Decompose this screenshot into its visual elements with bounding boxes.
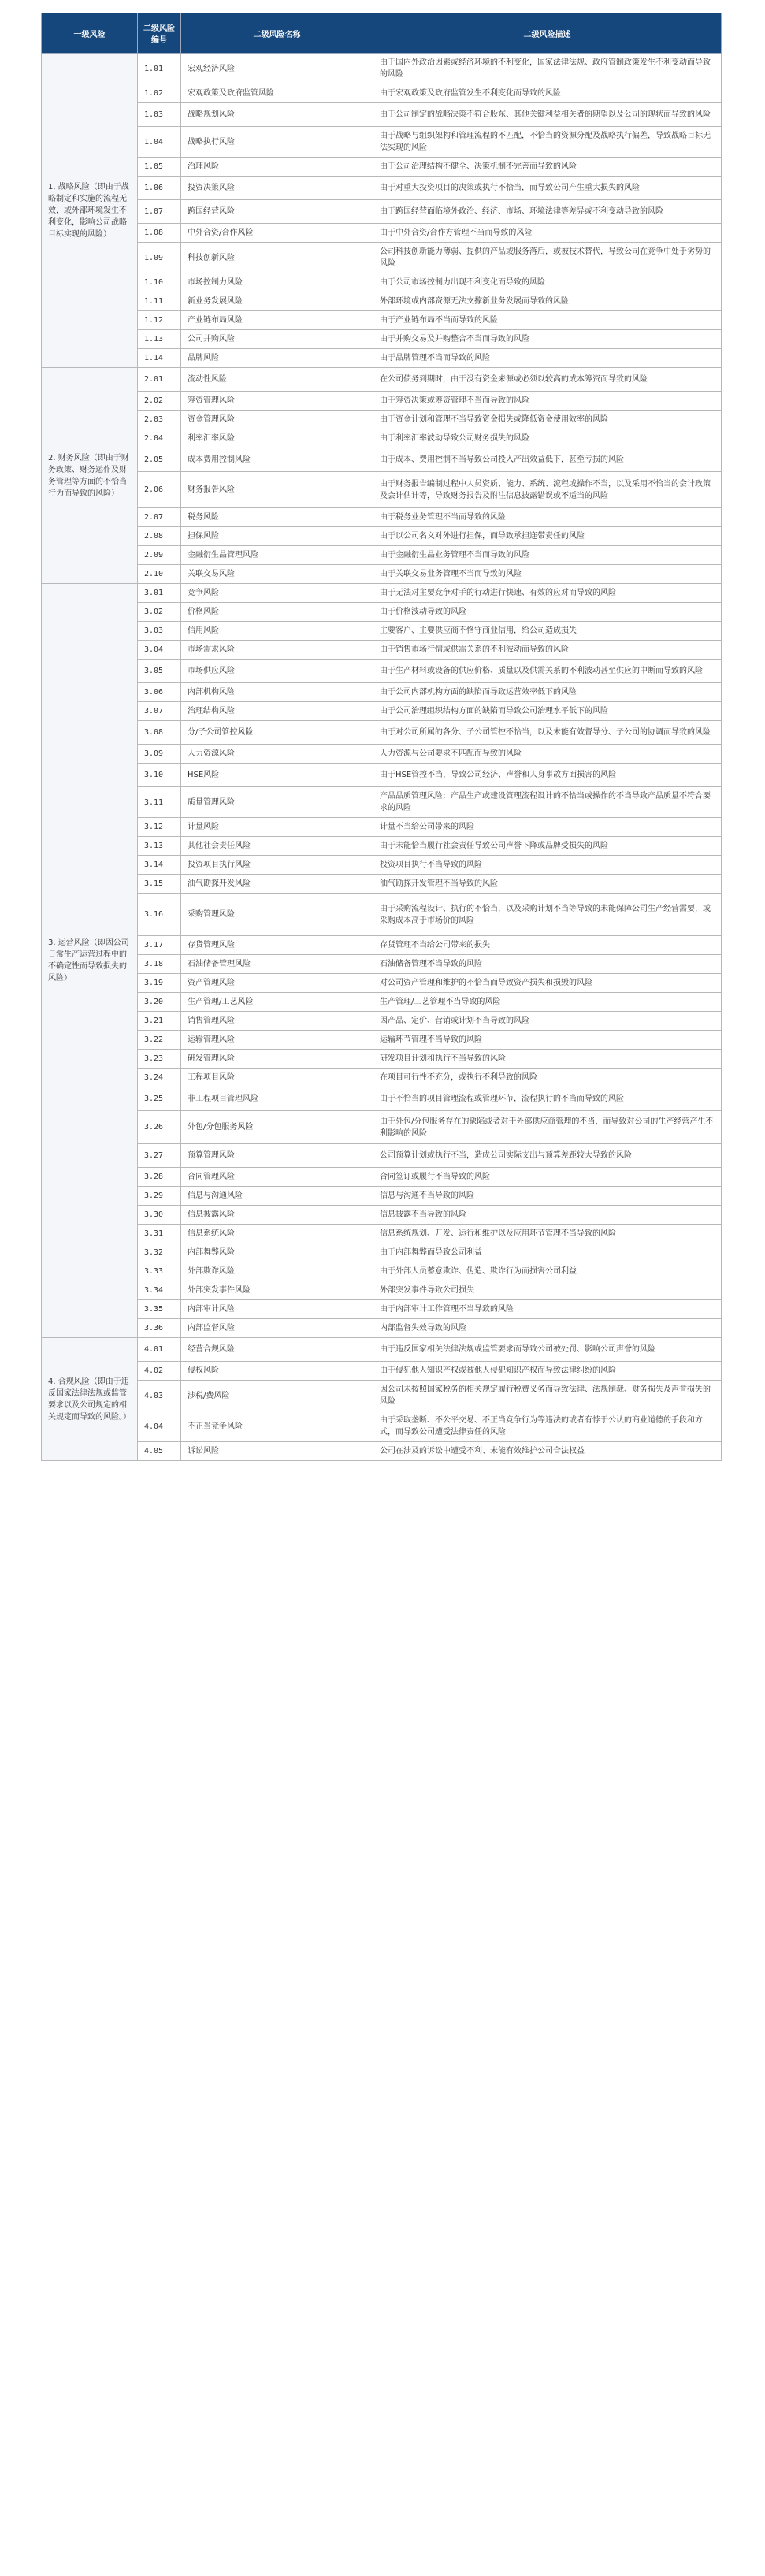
risk-code-cell: 1.05 bbox=[138, 158, 181, 177]
table-row bbox=[42, 1243, 722, 1262]
risk-code-cell: 3.34 bbox=[138, 1281, 181, 1300]
risk-description-cell: 由于金融衍生品业务管理不当而导致的风险 bbox=[373, 546, 722, 565]
risk-code-cell: 3.05 bbox=[138, 660, 181, 683]
risk-name-cell: 外部欺诈风险 bbox=[181, 1262, 373, 1281]
table-row bbox=[42, 818, 722, 837]
risk-description-cell: 由于利率汇率波动导致公司财务损失的风险 bbox=[373, 429, 722, 448]
table-row bbox=[42, 1012, 722, 1031]
risk-name-cell: 战略执行风险 bbox=[181, 127, 373, 158]
risk-code-cell: 3.22 bbox=[138, 1031, 181, 1050]
table-row bbox=[42, 546, 722, 565]
risk-name-cell: 宏观经济风险 bbox=[181, 54, 373, 84]
table-row bbox=[42, 1144, 722, 1168]
risk-name-cell: 经营合规风险 bbox=[181, 1338, 373, 1362]
risk-name-cell: 诉讼风险 bbox=[181, 1442, 373, 1461]
table-row bbox=[42, 1319, 722, 1338]
risk-name-cell: 信息系统风险 bbox=[181, 1225, 373, 1243]
risk-name-cell: 关联交易风险 bbox=[181, 565, 373, 584]
risk-code-cell: 3.20 bbox=[138, 993, 181, 1012]
risk-description-cell: 公司科技创新能力薄弱、提供的产品或服务落后，或被技术替代，导致公司在竞争中处于劣势的风险 bbox=[373, 243, 722, 273]
table-row bbox=[42, 702, 722, 721]
risk-name-cell: 生产管理/工艺风险 bbox=[181, 993, 373, 1012]
table-row bbox=[42, 411, 722, 429]
risk-table bbox=[41, 13, 722, 1461]
table-row bbox=[42, 273, 722, 292]
risk-name-cell: 筹资管理风险 bbox=[181, 392, 373, 411]
risk-description-cell: 由于战略与组织架构和管理流程的不匹配，不恰当的资源分配及战略执行偏差，导致战略目标无法实现的风险 bbox=[373, 127, 722, 158]
risk-code-cell: 2.04 bbox=[138, 429, 181, 448]
table-row bbox=[42, 936, 722, 955]
risk-name-cell: 信息与沟通风险 bbox=[181, 1187, 373, 1206]
risk-name-cell: 外部突发事件风险 bbox=[181, 1281, 373, 1300]
risk-description-cell: 石油储备管理不当导致的风险 bbox=[373, 955, 722, 974]
risk-description-cell: 油气勘探开发管理不当导致的风险 bbox=[373, 875, 722, 894]
risk-code-cell: 3.06 bbox=[138, 683, 181, 702]
risk-name-cell: 公司并购风险 bbox=[181, 330, 373, 349]
table-row bbox=[42, 392, 722, 411]
risk-code-cell: 3.26 bbox=[138, 1111, 181, 1144]
risk-description-cell: 由于违反国家相关法律法规或监管要求而导致公司被处罚、影响公司声誉的风险 bbox=[373, 1338, 722, 1362]
risk-description-cell: 对公司资产管理和维护的不恰当而导致资产损失和损毁的风险 bbox=[373, 974, 722, 993]
table-row bbox=[42, 292, 722, 311]
risk-code-cell: 3.31 bbox=[138, 1225, 181, 1243]
table-row bbox=[42, 1050, 722, 1069]
table-row bbox=[42, 721, 722, 745]
header-level2-description: 二级风险描述 bbox=[373, 13, 722, 54]
risk-code-cell: 1.11 bbox=[138, 292, 181, 311]
risk-description-cell: 由于公司市场控制力出现不利变化而导致的风险 bbox=[373, 273, 722, 292]
risk-description-cell: 存货管理不当给公司带来的损失 bbox=[373, 936, 722, 955]
risk-code-cell: 3.19 bbox=[138, 974, 181, 993]
risk-description-cell: 由于税务业务管理不当而导致的风险 bbox=[373, 508, 722, 527]
table-row bbox=[42, 349, 722, 368]
risk-code-cell: 3.11 bbox=[138, 787, 181, 818]
risk-name-cell: 内部机构风险 bbox=[181, 683, 373, 702]
risk-name-cell: 中外合资/合作风险 bbox=[181, 224, 373, 243]
risk-name-cell: 资产管理风险 bbox=[181, 974, 373, 993]
risk-code-cell: 4.02 bbox=[138, 1362, 181, 1381]
risk-name-cell: 资金管理风险 bbox=[181, 411, 373, 429]
risk-code-cell: 2.07 bbox=[138, 508, 181, 527]
table-row bbox=[42, 1338, 722, 1362]
risk-description-cell: 由于对重大投资项目的决策或执行不恰当，而导致公司产生重大损失的风险 bbox=[373, 177, 722, 200]
risk-code-cell: 3.32 bbox=[138, 1243, 181, 1262]
table-row bbox=[42, 787, 722, 818]
risk-description-cell: 由于对公司所属的各分、子公司管控不恰当，以及未能有效督导分、子公司的协调而导致的风险 bbox=[373, 721, 722, 745]
risk-name-cell: 市场需求风险 bbox=[181, 641, 373, 660]
risk-description-cell: 由于资金计划和管理不当导致资金损失或降低资金使用效率的风险 bbox=[373, 411, 722, 429]
table-row bbox=[42, 311, 722, 330]
risk-code-cell: 3.15 bbox=[138, 875, 181, 894]
table-row bbox=[42, 1281, 722, 1300]
risk-description-cell: 投资项目执行不当导致的风险 bbox=[373, 856, 722, 875]
risk-name-cell: 运输管理风险 bbox=[181, 1031, 373, 1050]
table-row bbox=[42, 177, 722, 200]
table-row bbox=[42, 368, 722, 392]
risk-description-cell: 由于筹资决策或筹资管理不当而导致的风险 bbox=[373, 392, 722, 411]
risk-code-cell: 2.02 bbox=[138, 392, 181, 411]
risk-description-cell: 内部监督失效导致的风险 bbox=[373, 1319, 722, 1338]
risk-description-cell: 主要客户、主要供应商不恪守商业信用，给公司造成损失 bbox=[373, 622, 722, 641]
risk-description-cell: 由于宏观政策及政府监管发生不利变化而导致的风险 bbox=[373, 84, 722, 103]
risk-code-cell: 3.21 bbox=[138, 1012, 181, 1031]
table-row bbox=[42, 683, 722, 702]
risk-name-cell: 投资项目执行风险 bbox=[181, 856, 373, 875]
table-row bbox=[42, 472, 722, 508]
risk-name-cell: 投资决策风险 bbox=[181, 177, 373, 200]
risk-name-cell: 流动性风险 bbox=[181, 368, 373, 392]
risk-name-cell: 信息披露风险 bbox=[181, 1206, 373, 1225]
risk-code-cell: 3.36 bbox=[138, 1319, 181, 1338]
risk-code-cell: 4.04 bbox=[138, 1411, 181, 1442]
risk-description-cell: 信息与沟通不当导致的风险 bbox=[373, 1187, 722, 1206]
risk-description-cell: 由于HSE管控不当，导致公司经济、声誉和人身事故方面损害的风险 bbox=[373, 764, 722, 787]
risk-code-cell: 2.09 bbox=[138, 546, 181, 565]
risk-name-cell: 计量风险 bbox=[181, 818, 373, 837]
risk-name-cell: 税务风险 bbox=[181, 508, 373, 527]
table-row bbox=[42, 243, 722, 273]
risk-code-cell: 1.08 bbox=[138, 224, 181, 243]
risk-description-cell: 因公司未按照国家税务的相关规定履行税费义务而导致法律、法规制裁、财务损失及声誉损失的风险 bbox=[373, 1381, 722, 1411]
risk-description-cell: 人力资源与公司要求不匹配而导致的风险 bbox=[373, 745, 722, 764]
risk-code-cell: 3.10 bbox=[138, 764, 181, 787]
table-row bbox=[42, 330, 722, 349]
risk-description-cell: 由于内部审计工作管理不当导致的风险 bbox=[373, 1300, 722, 1319]
risk-name-cell: 品牌风险 bbox=[181, 349, 373, 368]
risk-code-cell: 3.03 bbox=[138, 622, 181, 641]
risk-name-cell: 担保风险 bbox=[181, 527, 373, 546]
risk-description-cell: 在公司债务到期时，由于没有资金来源或必须以较高的成本筹资而导致的风险 bbox=[373, 368, 722, 392]
level1-risk-cell: 3. 运营风险（即因公司日常生产运营过程中的不确定性而导致损失的风险） bbox=[42, 584, 138, 1338]
table-row bbox=[42, 993, 722, 1012]
table-row bbox=[42, 127, 722, 158]
risk-name-cell: 侵权风险 bbox=[181, 1362, 373, 1381]
risk-description-cell: 生产管理/工艺管理不当导致的风险 bbox=[373, 993, 722, 1012]
risk-code-cell: 3.01 bbox=[138, 584, 181, 603]
risk-code-cell: 3.12 bbox=[138, 818, 181, 837]
risk-code-cell: 1.01 bbox=[138, 54, 181, 84]
table-row bbox=[42, 894, 722, 936]
risk-code-cell: 1.07 bbox=[138, 200, 181, 224]
header-level2-name: 二级风险名称 bbox=[181, 13, 373, 54]
table-row bbox=[42, 837, 722, 856]
risk-name-cell: 新业务发展风险 bbox=[181, 292, 373, 311]
table-row bbox=[42, 1087, 722, 1111]
table-row bbox=[42, 1225, 722, 1243]
risk-code-cell: 1.14 bbox=[138, 349, 181, 368]
risk-name-cell: 内部监督风险 bbox=[181, 1319, 373, 1338]
risk-description-cell: 由于品牌管理不当而导致的风险 bbox=[373, 349, 722, 368]
risk-code-cell: 3.18 bbox=[138, 955, 181, 974]
risk-name-cell: 内部审计风险 bbox=[181, 1300, 373, 1319]
risk-code-cell: 2.08 bbox=[138, 527, 181, 546]
risk-name-cell: 内部舞弊风险 bbox=[181, 1243, 373, 1262]
risk-name-cell: 非工程项目管理风险 bbox=[181, 1087, 373, 1111]
risk-name-cell: 涉税/费风险 bbox=[181, 1381, 373, 1411]
risk-description-cell: 由于公司制定的战略决策不符合股东、其他关键利益相关者的期望以及公司的现状而导致的风险 bbox=[373, 103, 722, 127]
risk-code-cell: 2.01 bbox=[138, 368, 181, 392]
risk-name-cell: 竞争风险 bbox=[181, 584, 373, 603]
risk-code-cell: 3.07 bbox=[138, 702, 181, 721]
risk-description-cell: 公司在涉及的诉讼中遭受不利、未能有效维护公司合法权益 bbox=[373, 1442, 722, 1461]
table-row bbox=[42, 1206, 722, 1225]
table-row bbox=[42, 1300, 722, 1319]
risk-description-cell: 产品品质管理风险：产品生产或建设管理流程设计的不恰当或操作的不当导致产品质量不符合要求的风险 bbox=[373, 787, 722, 818]
risk-name-cell: 信用风险 bbox=[181, 622, 373, 641]
risk-code-cell: 1.06 bbox=[138, 177, 181, 200]
risk-name-cell: 不正当竞争风险 bbox=[181, 1411, 373, 1442]
risk-code-cell: 3.29 bbox=[138, 1187, 181, 1206]
risk-name-cell: 市场控制力风险 bbox=[181, 273, 373, 292]
risk-name-cell: 研发管理风险 bbox=[181, 1050, 373, 1069]
risk-description-cell: 公司预算计划或执行不当，造成公司实际支出与预算差距较大导致的风险 bbox=[373, 1144, 722, 1168]
table-row bbox=[42, 622, 722, 641]
risk-code-cell: 1.03 bbox=[138, 103, 181, 127]
table-row bbox=[42, 1442, 722, 1461]
risk-name-cell: 外包/分包服务风险 bbox=[181, 1111, 373, 1144]
risk-name-cell: 金融衍生品管理风险 bbox=[181, 546, 373, 565]
risk-code-cell: 2.10 bbox=[138, 565, 181, 584]
table-row bbox=[42, 200, 722, 224]
risk-description-cell: 由于外部人员蓄意欺诈、伪造、欺诈行为而损害公司利益 bbox=[373, 1262, 722, 1281]
header-level2-code: 二级风险编号 bbox=[138, 13, 181, 54]
risk-description-cell: 由于不恰当的项目管理流程或管理环节，流程执行的不当而导致的风险 bbox=[373, 1087, 722, 1111]
risk-description-cell: 由于无法对主要竞争对手的行动进行快速、有效的应对而导致的风险 bbox=[373, 584, 722, 603]
table-row bbox=[42, 641, 722, 660]
risk-code-cell: 4.01 bbox=[138, 1338, 181, 1362]
risk-name-cell: 油气勘探开发风险 bbox=[181, 875, 373, 894]
risk-code-cell: 3.16 bbox=[138, 894, 181, 936]
risk-description-cell: 由于并购交易及并购整合不当而导致的风险 bbox=[373, 330, 722, 349]
level1-risk-cell: 2. 财务风险（即由于财务政策、财务运作及财务管理等方面的不恰当行为而导致的风险） bbox=[42, 368, 138, 584]
risk-name-cell: 治理风险 bbox=[181, 158, 373, 177]
risk-code-cell: 1.12 bbox=[138, 311, 181, 330]
risk-description-cell: 因产品、定价、营销或计划不当导致的风险 bbox=[373, 1012, 722, 1031]
risk-description-cell: 由于产业链布局不当而导致的风险 bbox=[373, 311, 722, 330]
risk-table-body bbox=[42, 54, 722, 1461]
table-row bbox=[42, 660, 722, 683]
risk-description-cell: 由于中外合资/合作方管理不当而导致的风险 bbox=[373, 224, 722, 243]
risk-name-cell: 工程项目风险 bbox=[181, 1069, 373, 1087]
risk-description-cell: 由于内部舞弊而导致公司利益 bbox=[373, 1243, 722, 1262]
risk-description-cell: 由于采取垄断、不公平交易、不正当竞争行为等违法的或者有悖于公认的商业道德的手段和方式，而导致公司遭受法律责任的风险 bbox=[373, 1411, 722, 1442]
header-level1-risk: 一级风险 bbox=[42, 13, 138, 54]
risk-name-cell: 战略规划风险 bbox=[181, 103, 373, 127]
risk-description-cell: 外部突发事件导致公司损失 bbox=[373, 1281, 722, 1300]
table-row bbox=[42, 603, 722, 622]
risk-description-cell: 由于财务报告编制过程中人员资质、能力、系统、流程或操作不当，以及采用不恰当的会计政策及会计估计等，导致财务报告及附注信息披露错误或不适当的风险 bbox=[373, 472, 722, 508]
risk-name-cell: 宏观政策及政府监管风险 bbox=[181, 84, 373, 103]
risk-description-cell: 由于未能恰当履行社会责任导致公司声誉下降或品牌受损失的风险 bbox=[373, 837, 722, 856]
table-row bbox=[42, 974, 722, 993]
risk-code-cell: 3.09 bbox=[138, 745, 181, 764]
risk-name-cell: 价格风险 bbox=[181, 603, 373, 622]
table-row bbox=[42, 448, 722, 472]
risk-code-cell: 3.35 bbox=[138, 1300, 181, 1319]
risk-code-cell: 3.25 bbox=[138, 1087, 181, 1111]
risk-description-cell: 由于外包/分包服务存在的缺陷或者对于外部供应商管理的不当，而导致对公司的生产经营产生不利影响的风险 bbox=[373, 1111, 722, 1144]
risk-description-cell: 计量不当给公司带来的风险 bbox=[373, 818, 722, 837]
risk-name-cell: 质量管理风险 bbox=[181, 787, 373, 818]
table-row bbox=[42, 565, 722, 584]
risk-name-cell: 人力资源风险 bbox=[181, 745, 373, 764]
table-row bbox=[42, 955, 722, 974]
table-row bbox=[42, 1031, 722, 1050]
table-row bbox=[42, 527, 722, 546]
table-row bbox=[42, 1187, 722, 1206]
table-row bbox=[42, 508, 722, 527]
table-row bbox=[42, 1168, 722, 1187]
risk-code-cell: 2.03 bbox=[138, 411, 181, 429]
risk-description-cell: 由于关联交易业务管理不当而导致的风险 bbox=[373, 565, 722, 584]
risk-code-cell: 1.04 bbox=[138, 127, 181, 158]
risk-name-cell: 财务报告风险 bbox=[181, 472, 373, 508]
risk-description-cell: 由于侵犯他人知识产权或被他人侵犯知识产权而导致法律纠纷的风险 bbox=[373, 1362, 722, 1381]
table-row bbox=[42, 1362, 722, 1381]
risk-description-cell: 由于公司内部机构方面的缺陷而导致运营效率低下的风险 bbox=[373, 683, 722, 702]
risk-name-cell: 治理结构风险 bbox=[181, 702, 373, 721]
table-row bbox=[42, 584, 722, 603]
risk-description-cell: 信息系统规划、开发、运行和维护以及应用环节管理不当导致的风险 bbox=[373, 1225, 722, 1243]
table-row bbox=[42, 103, 722, 127]
risk-name-cell: 石油储备管理风险 bbox=[181, 955, 373, 974]
risk-name-cell: HSE风险 bbox=[181, 764, 373, 787]
risk-code-cell: 4.05 bbox=[138, 1442, 181, 1461]
risk-name-cell: 采购管理风险 bbox=[181, 894, 373, 936]
table-row bbox=[42, 856, 722, 875]
table-row bbox=[42, 158, 722, 177]
table-row bbox=[42, 1381, 722, 1411]
risk-code-cell: 1.02 bbox=[138, 84, 181, 103]
risk-description-cell: 外部环境或内部资源无法支撑新业务发展而导致的风险 bbox=[373, 292, 722, 311]
risk-description-cell: 合同签订或履行不当导致的风险 bbox=[373, 1168, 722, 1187]
risk-description-cell: 在项目可行性不充分，或执行不利导致的风险 bbox=[373, 1069, 722, 1087]
table-row bbox=[42, 1069, 722, 1087]
table-row bbox=[42, 429, 722, 448]
risk-name-cell: 产业链布局风险 bbox=[181, 311, 373, 330]
risk-name-cell: 合同管理风险 bbox=[181, 1168, 373, 1187]
risk-code-cell: 3.17 bbox=[138, 936, 181, 955]
risk-code-cell: 2.06 bbox=[138, 472, 181, 508]
risk-code-cell: 3.04 bbox=[138, 641, 181, 660]
risk-description-cell: 由于成本、费用控制不当导致公司投入产出效益低下，甚至亏损的风险 bbox=[373, 448, 722, 472]
risk-description-cell: 运输环节管理不当导致的风险 bbox=[373, 1031, 722, 1050]
risk-code-cell: 2.05 bbox=[138, 448, 181, 472]
level1-risk-cell: 1. 战略风险（即由于战略制定和实施的流程无效，或外部环境发生不利变化，影响公司战略目标实现的风险） bbox=[42, 54, 138, 368]
risk-name-cell: 跨国经营风险 bbox=[181, 200, 373, 224]
risk-name-cell: 其他社会责任风险 bbox=[181, 837, 373, 856]
table-row bbox=[42, 224, 722, 243]
risk-code-cell: 3.33 bbox=[138, 1262, 181, 1281]
risk-name-cell: 成本费用控制风险 bbox=[181, 448, 373, 472]
risk-code-cell: 3.02 bbox=[138, 603, 181, 622]
risk-code-cell: 3.13 bbox=[138, 837, 181, 856]
table-row bbox=[42, 1262, 722, 1281]
table-row bbox=[42, 875, 722, 894]
risk-name-cell: 销售管理风险 bbox=[181, 1012, 373, 1031]
risk-name-cell: 存货管理风险 bbox=[181, 936, 373, 955]
risk-description-cell: 由于销售市场行情或供需关系的不利波动而导致的风险 bbox=[373, 641, 722, 660]
risk-description-cell: 研发项目计划和执行不当导致的风险 bbox=[373, 1050, 722, 1069]
risk-description-cell: 信息披露不当导致的风险 bbox=[373, 1206, 722, 1225]
table-header-row bbox=[42, 13, 722, 54]
risk-description-cell: 由于生产材料或设备的供应价格、质量以及供需关系的不利波动甚至供应的中断而导致的风险 bbox=[373, 660, 722, 683]
risk-description-cell: 由于跨国经营面临境外政治、经济、市场、环境法律等差异或不利变动导致的风险 bbox=[373, 200, 722, 224]
risk-code-cell: 3.08 bbox=[138, 721, 181, 745]
level1-risk-cell: 4. 合规风险（即由于违反国家法律法规或监管要求以及公司规定的相关规定而导致的风险。） bbox=[42, 1338, 138, 1461]
table-row bbox=[42, 1411, 722, 1442]
risk-description-cell: 由于价格波动导致的风险 bbox=[373, 603, 722, 622]
risk-code-cell: 3.28 bbox=[138, 1168, 181, 1187]
risk-code-cell: 4.03 bbox=[138, 1381, 181, 1411]
risk-code-cell: 3.14 bbox=[138, 856, 181, 875]
risk-name-cell: 预算管理风险 bbox=[181, 1144, 373, 1168]
risk-code-cell: 1.10 bbox=[138, 273, 181, 292]
table-row bbox=[42, 84, 722, 103]
risk-code-cell: 3.24 bbox=[138, 1069, 181, 1087]
risk-code-cell: 3.23 bbox=[138, 1050, 181, 1069]
risk-name-cell: 利率汇率风险 bbox=[181, 429, 373, 448]
risk-description-cell: 由于公司治理组织结构方面的缺陷而导致公司治理水平低下的风险 bbox=[373, 702, 722, 721]
risk-description-cell: 由于国内外政治因素或经济环境的不利变化，国家法律法规、政府管制政策发生不利变动而导致的风险 bbox=[373, 54, 722, 84]
risk-name-cell: 分/子公司管控风险 bbox=[181, 721, 373, 745]
risk-description-cell: 由于以公司名义对外进行担保，而导致承担连带责任的风险 bbox=[373, 527, 722, 546]
table-row bbox=[42, 1111, 722, 1144]
risk-code-cell: 1.09 bbox=[138, 243, 181, 273]
risk-description-cell: 由于采购流程设计、执行的不恰当，以及采购计划不当等导致的未能保障公司生产经营需要，或采购成本高于市场价的风险 bbox=[373, 894, 722, 936]
risk-name-cell: 市场供应风险 bbox=[181, 660, 373, 683]
risk-name-cell: 科技创新风险 bbox=[181, 243, 373, 273]
table-row bbox=[42, 54, 722, 84]
risk-code-cell: 1.13 bbox=[138, 330, 181, 349]
table-row bbox=[42, 764, 722, 787]
risk-code-cell: 3.30 bbox=[138, 1206, 181, 1225]
risk-description-cell: 由于公司治理结构不健全、决策机制不完善而导致的风险 bbox=[373, 158, 722, 177]
table-row bbox=[42, 745, 722, 764]
risk-code-cell: 3.27 bbox=[138, 1144, 181, 1168]
